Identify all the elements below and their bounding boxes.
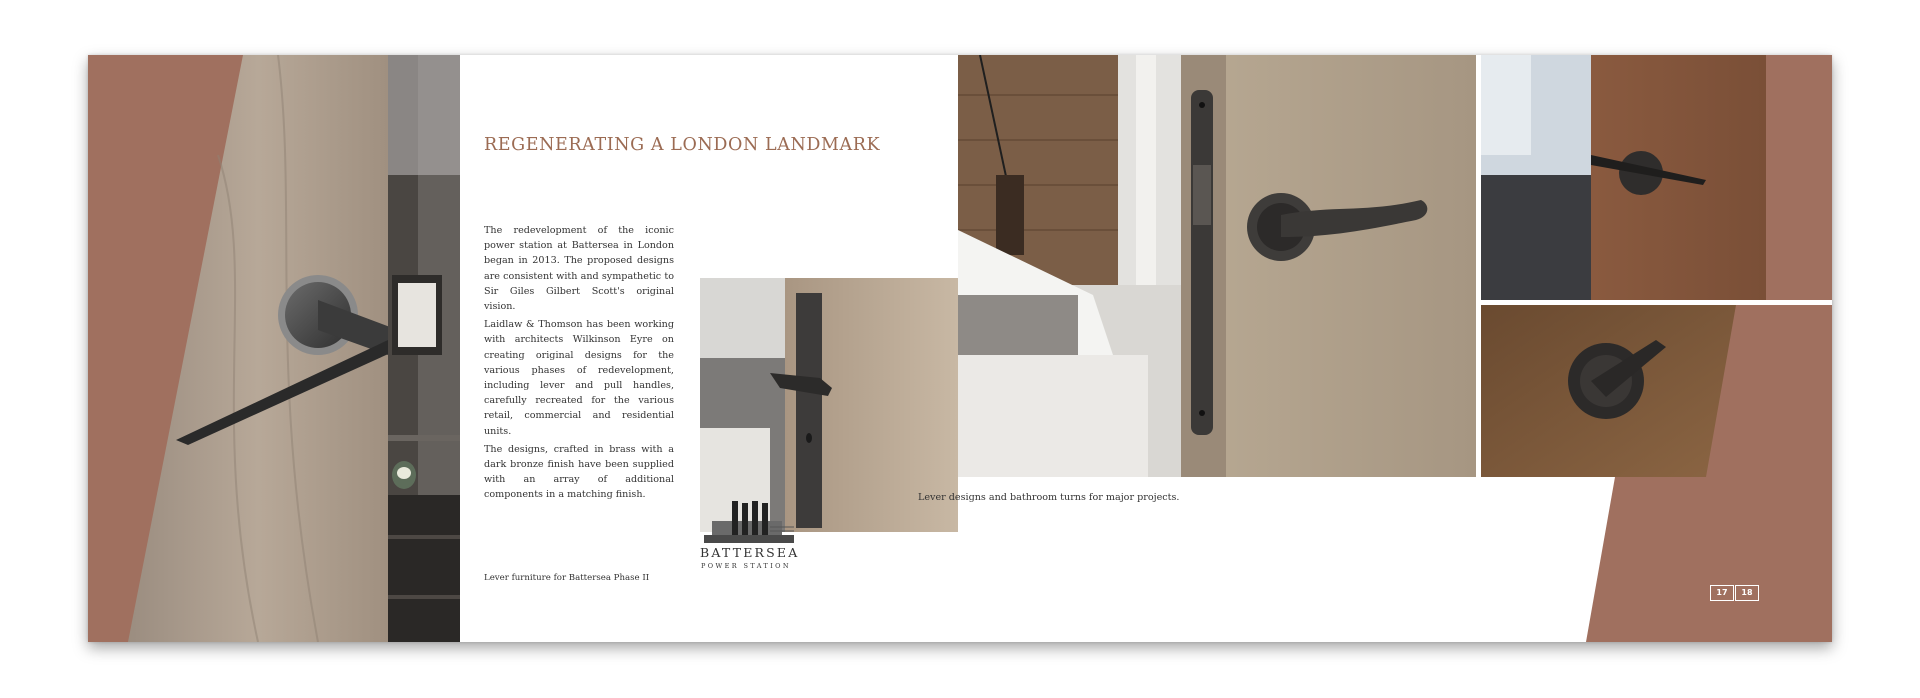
battersea-logo	[700, 501, 830, 577]
bedroom-interior-photo	[958, 55, 1181, 477]
left-caption: Lever furniture for Battersea Phase II	[484, 573, 650, 583]
page-title: REGENERATING A LONDON LANDMARK	[484, 135, 881, 155]
body-paragraph: Laidlaw & Thomson has been working with architects Wilkinson Eyre on creating original designs for the various phases of redevelopment, including lever and pull handles, carefully recreated for the various retail, commercial and residential units.	[484, 319, 674, 437]
door-edge-lever-photo	[1181, 55, 1476, 477]
logo-subtitle: POWER STATION	[701, 562, 791, 570]
page-number-left: 17	[1710, 585, 1734, 601]
right-caption: Lever designs and bathroom turns for major projects.	[918, 492, 1180, 503]
window-door-lever-photo	[1481, 55, 1832, 300]
body-text	[484, 223, 674, 506]
logo-wordmark: BATTERSEA	[700, 545, 800, 560]
page-numbers	[1710, 585, 1758, 601]
bathroom-turn-photo	[1481, 305, 1832, 477]
battersea-chimneys-icon	[700, 501, 800, 545]
body-paragraph: The redevelopment of the iconic power station at Battersea in London began in 2013. The proposed designs are consistent with and sympathetic to Sir Giles Gilbert Scott's original vision.	[484, 225, 674, 313]
page-number-right: 18	[1735, 585, 1759, 601]
body-paragraph: The designs, crafted in brass with a dark bronze finish have been supplied with an array of additional components in a matching finish.	[484, 443, 674, 501]
brochure-spread	[88, 55, 1832, 642]
left-interior-strip-photo	[388, 55, 460, 642]
left-door-lever-photo	[88, 55, 388, 642]
